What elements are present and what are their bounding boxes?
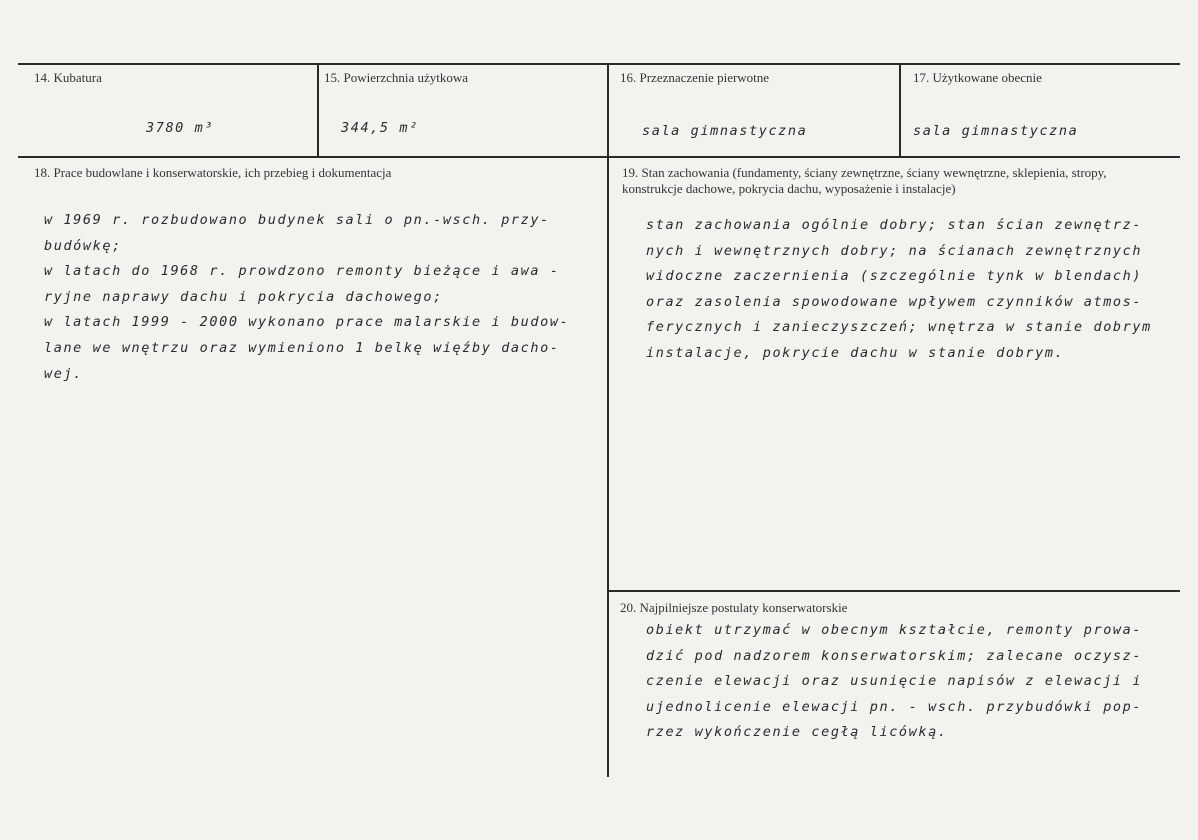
column-divider-14-15 xyxy=(317,63,319,157)
field-19-label: 19. Stan zachowania (fundamenty, ściany zewnętrzne, ściany wewnętrzne, sklepienia, stropy, konstrukcje dachowe, pokrycia dachu, wyposażenie i instalacje) xyxy=(622,165,1107,196)
field-18-text xyxy=(44,208,569,387)
field-14-label: 14. Kubatura xyxy=(34,70,102,85)
field-20-line: obiekt utrzymać w obecnym kształcie, remonty prowa- xyxy=(646,622,1143,638)
field-18-line: budówkę; xyxy=(44,237,122,254)
field-20-line: rzez wykończenie cegłą licówką. xyxy=(646,724,948,741)
field-18-line: ryjne naprawy dachu i pokrycia dachowego; xyxy=(44,288,443,305)
field-20-text xyxy=(646,618,1142,746)
field-16-label: 16. Przeznaczenie pierwotne xyxy=(620,70,770,85)
field-16-value: sala gimnastyczna xyxy=(642,123,808,139)
top-rule xyxy=(18,63,1180,65)
field-18-line: w latach do 1968 r. prowdzono remonty bieżące i awa - xyxy=(44,263,560,280)
field-19-line: instalacje, pokrycie dachu w stanie dobrym. xyxy=(646,344,1065,361)
field-20-line: ujednolicenie elewacji pn. - wsch. przybudówki pop- xyxy=(646,698,1143,715)
field-18-line: w 1969 r. rozbudowano budynek sali o pn.-wsch. przy- xyxy=(44,212,550,228)
field-19-line: oraz zasolenia spowodowane wpływem czynników atmos- xyxy=(646,293,1143,310)
field-19-text xyxy=(646,213,1152,367)
field-19-line: stan zachowania ogólnie dobry; stan ścian zewnętrz- xyxy=(646,217,1143,233)
field-18-label: 18. Prace budowlane i konserwatorskie, ich przebieg i dokumentacja xyxy=(34,165,392,180)
field-20-label: 20. Najpilniejsze postulaty konserwatorskie xyxy=(620,600,848,615)
field-17-label: 17. Użytkowane obecnie xyxy=(913,70,1042,85)
column-divider-16-17 xyxy=(899,63,901,157)
field-20-line: dzić pod nadzorem konserwatorskim; zalecane oczysz- xyxy=(646,647,1143,664)
field-19-line: ferycznych i zanieczyszczeń; wnętrza w stanie dobrym xyxy=(646,319,1152,336)
field-18-line: lane we wnętrzu oraz wymieniono 1 belkę więźby dacho- xyxy=(44,339,560,356)
field-14-value: 3780 m³ xyxy=(146,120,215,136)
row-divider xyxy=(18,156,1180,158)
divider-19-20 xyxy=(607,590,1180,592)
field-19-line: nych i wewnętrznych dobry; na ścianach zewnętrznych xyxy=(646,242,1143,259)
field-15-value: 344,5 m² xyxy=(341,120,419,136)
field-19-line: widoczne zaczernienia (szczególnie tynk w blendach) xyxy=(646,268,1143,285)
field-18-line: wej. xyxy=(44,365,83,382)
field-15-label: 15. Powierzchnia użytkowa xyxy=(324,70,469,85)
column-divider-main xyxy=(607,63,609,777)
field-18-line: w latach 1999 - 2000 wykonano prace malarskie i budow- xyxy=(44,314,570,331)
field-20-line: czenie elewacji oraz usunięcie napisów z elewacji i xyxy=(646,673,1143,690)
field-17-value: sala gimnastyczna xyxy=(913,123,1079,139)
